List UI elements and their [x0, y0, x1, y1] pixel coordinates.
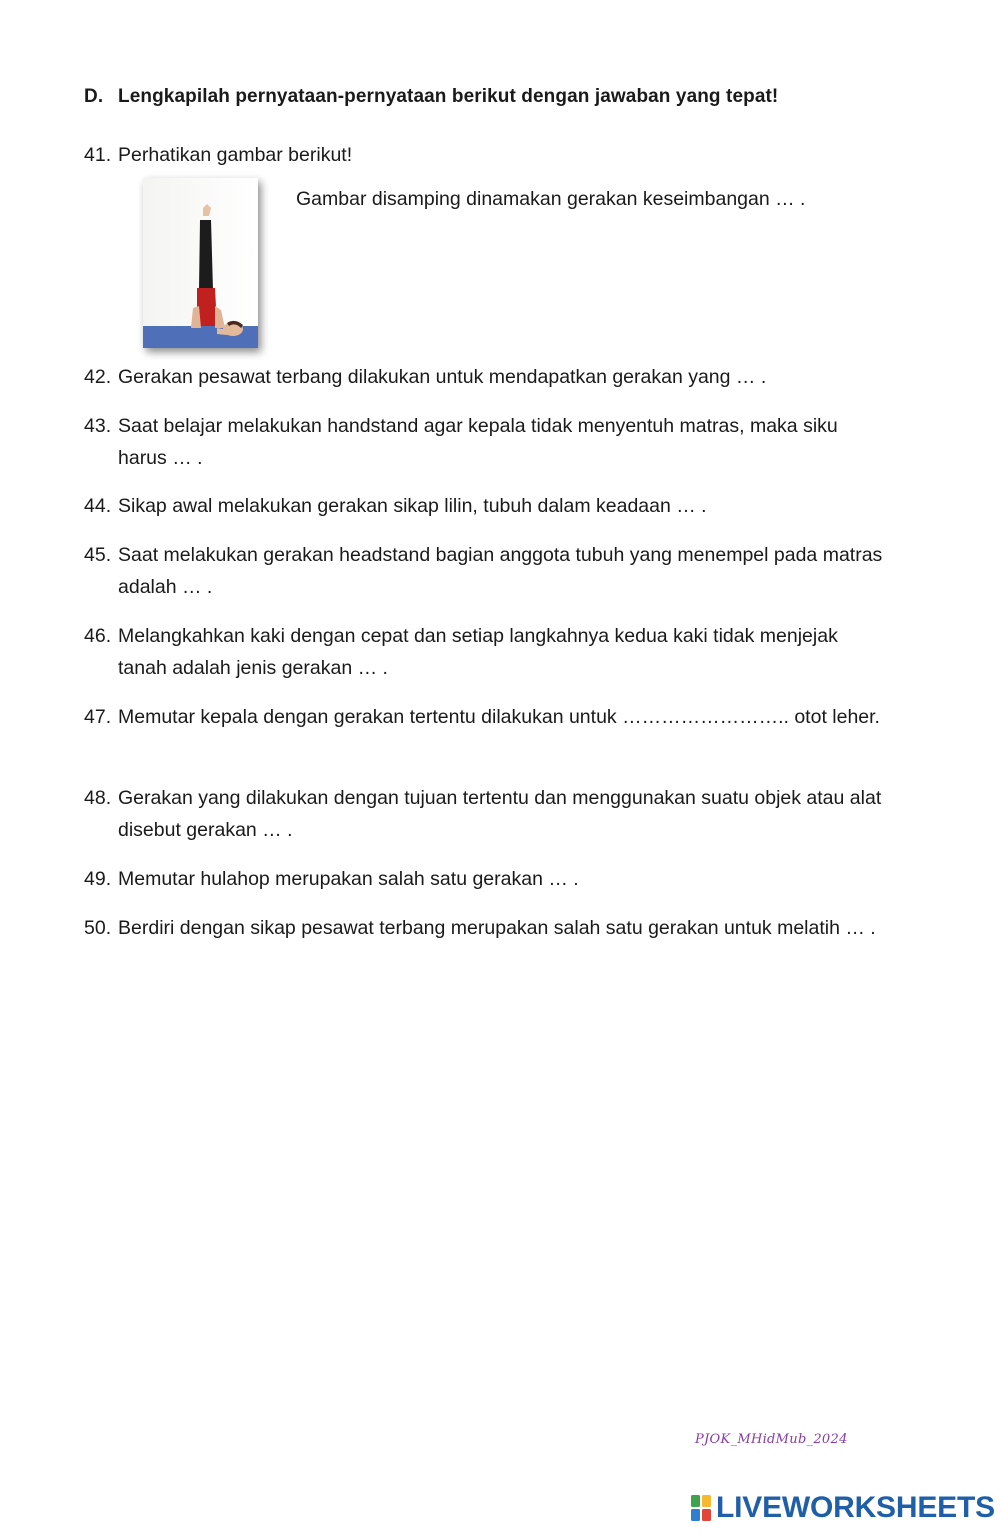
question-41 [84, 139, 884, 171]
question-text: Saat melakukan gerakan headstand bagian anggota tubuh yang menempel pada matras adalah … . [118, 544, 883, 598]
question-number: 43. [84, 415, 112, 437]
question-text: Gerakan pesawat terbang dilakukan untuk mendapatkan gerakan yang … . [118, 366, 767, 388]
question-text: Memutar kepala dengan gerakan tertentu dilakukan untuk …………………….. otot leher. [118, 706, 880, 728]
question-text: Memutar hulahop merupakan salah satu gerakan … . [118, 868, 579, 890]
question-number: 47. [84, 706, 112, 728]
question-46 [84, 620, 884, 684]
question-number: 42. [84, 366, 112, 388]
section-heading [84, 86, 778, 108]
question-number: 49. [84, 868, 112, 890]
question-text: Melangkahkan kaki dengan cepat dan setiap langkahnya kedua kaki tidak menjejak tanah adalah jenis gerakan … . [118, 625, 838, 679]
question-number: 48. [84, 787, 112, 809]
question-47 [84, 701, 884, 733]
question-text: Perhatikan gambar berikut! [118, 144, 353, 166]
section-title: Lengkapilah pernyataan-pernyataan berikut dengan jawaban yang tepat! [118, 86, 779, 107]
question-text: Gerakan yang dilakukan dengan tujuan tertentu dan menggunakan suatu objek atau alat disebut gerakan … . [118, 787, 882, 841]
picture-question-text: Gambar disamping dinamakan gerakan keseimbangan … . [296, 188, 806, 210]
author-signature: PJOK_MHidMub_2024 [695, 1432, 848, 1447]
question-50 [84, 912, 884, 944]
question-45 [84, 539, 884, 603]
question-text: Sikap awal melakukan gerakan sikap lilin, tubuh dalam keadaan … . [118, 495, 707, 517]
question-text: Saat belajar melakukan handstand agar kepala tidak menyentuh matras, maka siku harus … . [118, 415, 838, 469]
question-text: Berdiri dengan sikap pesawat terbang merupakan salah satu gerakan untuk melatih … . [118, 917, 876, 939]
question-49 [84, 863, 884, 895]
question-42 [84, 361, 884, 393]
question-48 [84, 782, 884, 846]
liveworksheets-blocks-icon [690, 1494, 712, 1522]
question-number: 46. [84, 625, 112, 647]
liveworksheets-logo [690, 1490, 995, 1526]
question-number: 44. [84, 495, 112, 517]
section-letter: D. [84, 86, 104, 107]
question-number: 45. [84, 544, 112, 566]
question-number: 50. [84, 917, 112, 939]
question-number: 41. [84, 144, 112, 166]
candle-pose-illustration [143, 178, 258, 348]
question-43 [84, 410, 884, 474]
question-44 [84, 490, 884, 522]
brand-name: LIVEWORKSHEETS [716, 1491, 995, 1524]
shoulder-stand-photo [143, 178, 258, 348]
